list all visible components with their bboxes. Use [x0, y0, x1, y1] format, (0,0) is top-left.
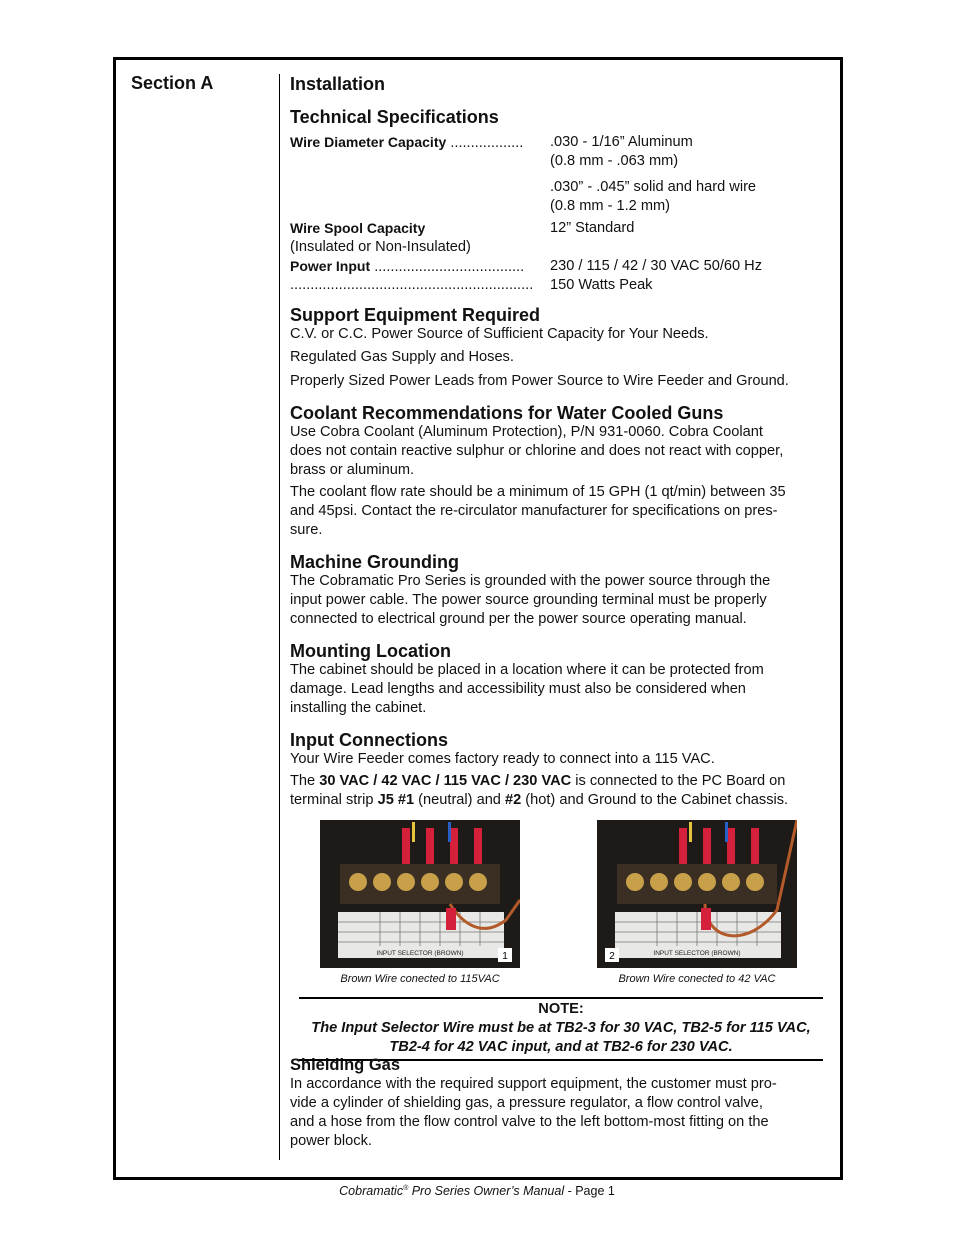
- support-p3: Properly Sized Power Leads from Power Source to Wire Feeder and Ground.: [290, 373, 789, 389]
- input-p2: [290, 772, 825, 810]
- spec-wire-diameter-2-sub: [290, 197, 825, 216]
- input-p2-neutral: (neutral) and: [414, 792, 505, 808]
- shielding-line4: power block.: [290, 1133, 372, 1149]
- photos-row: [290, 820, 825, 985]
- support-p2: Regulated Gas Supply and Hoses.: [290, 349, 514, 365]
- board-label-1: INPUT SELECTOR (BROWN): [376, 950, 464, 957]
- note-line2: TB2-4 for 42 VAC input, and at TB2-6 for 230 VAC.: [389, 1039, 733, 1055]
- grounding-heading: Machine Grounding: [290, 552, 459, 572]
- section-label: Section A: [131, 73, 214, 93]
- input-heading: Input Connections: [290, 730, 448, 750]
- grounding-line1: The Cobramatic Pro Series is grounded with the power source through the: [290, 573, 771, 589]
- input-p2-end: (hot) and Ground to the Cabinet chassis.: [521, 792, 789, 808]
- photo-tag-1: 1: [502, 951, 508, 962]
- footer-page: - Page 1: [564, 1184, 615, 1198]
- coolant-p2-line1: The coolant flow rate should be a minimum of 15 GPH (1 qt/min) between 35: [290, 484, 786, 500]
- footer-brand: Cobramatic: [339, 1184, 404, 1198]
- mounting-line2: damage. Lead lengths and accessibility must also be considered when: [290, 681, 746, 697]
- support-p1: C.V. or C.C. Power Source of Sufficient Capacity for Your Needs.: [290, 326, 709, 342]
- mounting-text: [290, 661, 825, 718]
- mounting-heading: Mounting Location: [290, 641, 451, 661]
- peak-value: 150 Watts Peak: [550, 277, 653, 293]
- coolant-p1-line1: Use Cobra Coolant (Aluminum Protection), P/N 931-0060. Cobra Coolant: [290, 424, 763, 440]
- main-content: [290, 73, 825, 985]
- shielding-heading: Shielding Gas: [290, 1056, 401, 1074]
- grounding-text: [290, 572, 825, 629]
- support-heading: Support Equipment Required: [290, 305, 540, 325]
- spool-sub: (Insulated or Non-Insulated): [290, 239, 471, 255]
- coolant-p1: [290, 423, 825, 480]
- wire-diameter-value-1: .030 - 1/16” Aluminum: [550, 134, 693, 150]
- column-divider: [279, 74, 280, 1160]
- footer-reg: ®: [403, 1184, 409, 1192]
- spec-spool-sub: [290, 238, 825, 257]
- coolant-p2-line3: sure.: [290, 522, 323, 538]
- input-p2-voltages: 30 VAC / 42 VAC / 115 VAC / 230 VAC: [319, 773, 572, 789]
- power-value: 230 / 115 / 42 / 30 VAC 50/60 Hz: [550, 258, 763, 274]
- coolant-p2: [290, 483, 825, 540]
- page-footer: [0, 1184, 954, 1198]
- input-p2-mid: is connected to the PC Board on: [571, 773, 786, 789]
- tech-specs-heading: Technical Specifications: [290, 107, 499, 127]
- spec-power: [290, 257, 825, 276]
- wire-diameter-value-1b: (0.8 mm - .063 mm): [550, 153, 679, 169]
- page-title: Installation: [290, 74, 386, 94]
- grounding-line3: connected to electrical ground per the power source operating manual.: [290, 611, 747, 627]
- coolant-heading: Coolant Recommendations for Water Cooled Guns: [290, 403, 724, 423]
- peak-dots: ............................................................: [290, 277, 534, 293]
- photo-caption-2: Brown Wire conected to 42 VAC: [618, 973, 776, 985]
- tech-specs: [290, 133, 825, 295]
- coolant-p1-line2: does not contain reactive sulphur or chlorine and does not react with copper,: [290, 443, 784, 459]
- shielding-line2: vide a cylinder of shielding gas, a pressure regulator, a flow control valve,: [290, 1095, 763, 1111]
- spec-wire-diameter-sub: [290, 152, 825, 171]
- spec-wire-diameter: [290, 133, 825, 152]
- wire-diameter-dots: ..................: [450, 135, 524, 151]
- input-p2-j5: J5 #1: [377, 792, 415, 808]
- coolant-p2-line2: and 45psi. Contact the re-circulator manufacturer for specifications on pres-: [290, 503, 778, 519]
- photo-tag-2: 2: [609, 951, 615, 962]
- shielding-text: [290, 1075, 825, 1151]
- input-p2-hot: #2: [504, 792, 522, 808]
- terminal-photo-42vac: [597, 820, 797, 968]
- board-label-2: INPUT SELECTOR (BROWN): [653, 950, 741, 957]
- wire-diameter-value-2b: (0.8 mm - 1.2 mm): [550, 198, 670, 214]
- spec-spool: [290, 219, 825, 238]
- mounting-line3: installing the cabinet.: [290, 700, 427, 716]
- wire-diameter-value-2: .030” - .045” solid and hard wire: [550, 179, 757, 195]
- coolant-p1-line3: brass or aluminum.: [290, 462, 415, 478]
- input-p2-line2: terminal strip: [290, 792, 378, 808]
- spec-peak: [290, 276, 825, 295]
- shielding-line3: and a hose from the flow control valve to the left bottom-most fitting on the: [290, 1114, 769, 1130]
- shielding-section: [290, 1055, 825, 1151]
- note-box: [299, 997, 823, 1061]
- note-line1: The Input Selector Wire must be at TB2-3 for 30 VAC, TB2-5 for 115 VAC,: [311, 1020, 811, 1036]
- wire-diameter-label: Wire Diameter Capacity: [290, 134, 447, 150]
- spool-value: 12” Standard: [550, 220, 635, 236]
- shielding-line1: In accordance with the required support equipment, the customer must pro-: [290, 1076, 777, 1092]
- photo-caption-1: Brown Wire conected to 115VAC: [340, 973, 500, 985]
- mounting-line1: The cabinet should be placed in a location where it can be protected from: [290, 662, 764, 678]
- grounding-line2: input power cable. The power source grounding terminal must be properly: [290, 592, 767, 608]
- input-p2-pre: The: [290, 773, 320, 789]
- spool-label: Wire Spool Capacity: [290, 220, 426, 236]
- power-dots: .....................................: [374, 259, 525, 275]
- spec-wire-diameter-2: [290, 178, 825, 197]
- terminal-photo-115vac: [320, 820, 520, 968]
- footer-title: Pro Series Owner’s Manual: [408, 1184, 565, 1198]
- input-p1: Your Wire Feeder comes factory ready to connect into a 115 VAC.: [290, 751, 715, 767]
- note-label: NOTE:: [538, 1001, 584, 1017]
- power-label: Power Input: [290, 258, 371, 274]
